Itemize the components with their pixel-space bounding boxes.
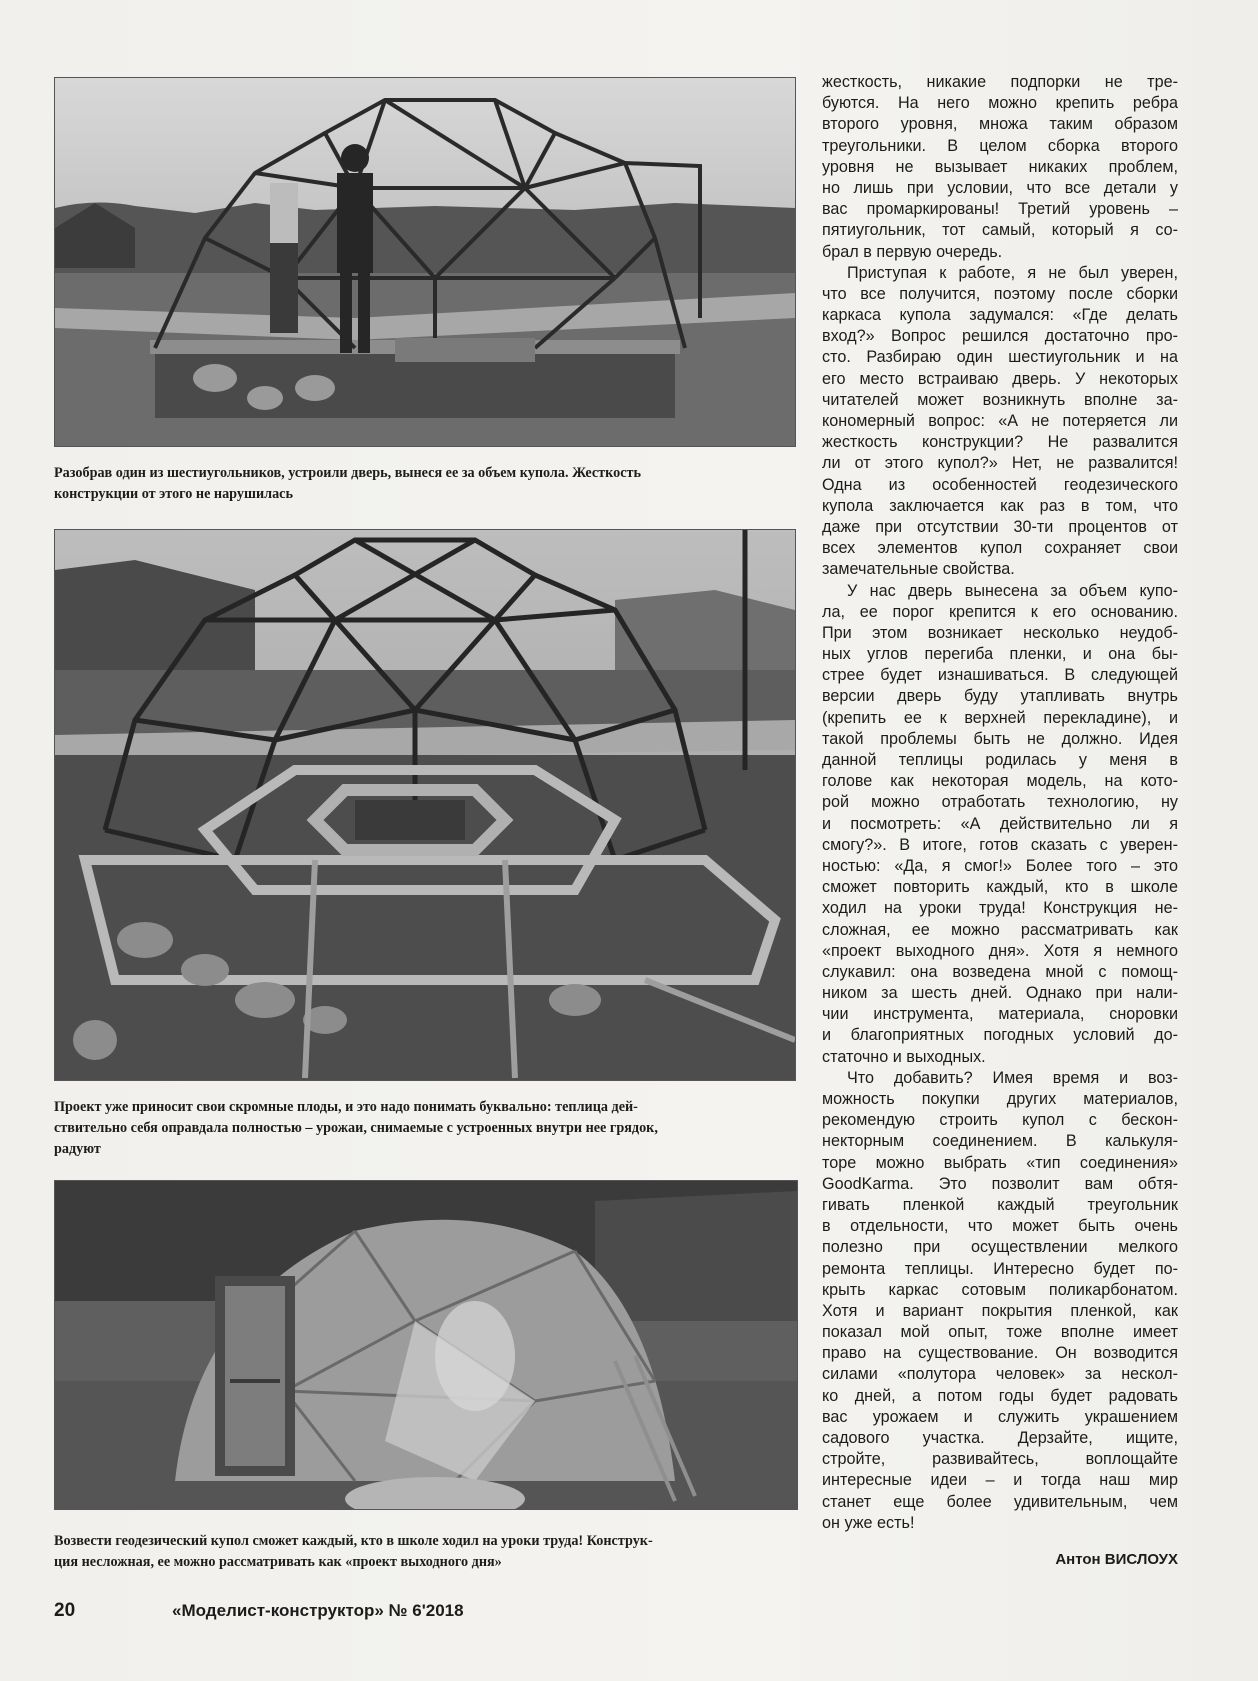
article-line: его место встраиваю дверь. У некоторых bbox=[822, 369, 1178, 388]
photo-dome-frame-door-image bbox=[55, 78, 795, 446]
article-line: «проект выходного дня». Хотя я немного bbox=[822, 941, 1178, 960]
article-line: можность покупки других материалов, bbox=[822, 1090, 1178, 1108]
article-line: интересные идеи – и тогда наш мир bbox=[822, 1471, 1178, 1490]
article-line: даже при отсутствии 30-ти процентов от bbox=[822, 517, 1178, 536]
article-line: ходил на уроки труда! Конструкция не- bbox=[822, 899, 1178, 918]
article-line: У нас дверь вынесена за объем купо- bbox=[847, 581, 1178, 600]
caption-line: ствительно себя оправдала полностью – урожаи, снимаемые с устроенных внутри нее грядок, bbox=[54, 1120, 658, 1136]
photo-dome-frame-door bbox=[54, 77, 796, 447]
article-line: всех элементов купол сохраняет свои bbox=[822, 539, 1178, 558]
caption-line: радуют bbox=[54, 1141, 101, 1157]
article-line: статочно и выходных. bbox=[822, 1047, 986, 1066]
article-line: слукавил: она возведена мной с помощ- bbox=[822, 962, 1178, 981]
article-line: стройте, развивайтесь, воплощайте bbox=[822, 1450, 1178, 1469]
article-line: уровня не вызывает никаких проблем, bbox=[822, 157, 1178, 176]
caption-photo-3 bbox=[54, 1531, 796, 1573]
article-line: ником за шесть дней. Однако при нали- bbox=[822, 984, 1178, 1003]
article-author: Антон ВИСЛОУХ bbox=[1055, 1551, 1178, 1568]
article-line: ли от этого купол?» Нет, не развалится! bbox=[822, 454, 1178, 473]
article-line: смогу?». В итоге, готов сказать с уверен- bbox=[822, 835, 1178, 854]
article-line: но лишь при условии, что все детали у bbox=[822, 178, 1178, 197]
article-line: жесткость конструкции? Не развалится bbox=[822, 433, 1178, 452]
article-line: чии инструмента, материала, сноровки bbox=[822, 1005, 1178, 1024]
article-line: садового участка. Дерзайте, ищите, bbox=[822, 1429, 1178, 1447]
article-line: ла, ее порог крепится к его основанию. bbox=[822, 602, 1178, 621]
article-line: GoodKarma. Это позволит вам обтя- bbox=[822, 1174, 1178, 1193]
article-line: версии дверь буду утапливать внутрь bbox=[822, 687, 1178, 706]
article-line: жесткость, никакие подпорки не тре- bbox=[822, 73, 1178, 91]
article-line: крыть каркас сотовым поликарбонатом. bbox=[822, 1280, 1178, 1299]
article-line: станет еще более удивительным, чем bbox=[822, 1492, 1178, 1511]
article-line: голове как некоторая модель, на кото- bbox=[822, 772, 1178, 791]
article-line: ных углов перегиба пленки, и она бы- bbox=[822, 645, 1178, 664]
article-line: рекомендую строить купол с бескон- bbox=[822, 1111, 1178, 1130]
article-line: ко дней, а потом годы будет радовать bbox=[822, 1386, 1178, 1405]
article-line: Что добавить? Имея время и воз- bbox=[847, 1068, 1178, 1087]
photo-dome-covered-image bbox=[55, 1181, 797, 1509]
article-line: брал в первую очередь. bbox=[822, 242, 1003, 261]
article-line: торе можно выбрать «тип соединения» bbox=[822, 1153, 1178, 1172]
article-line: ремонта теплицы. Интересно будет по- bbox=[822, 1259, 1178, 1278]
article-line: право на существование. Он возводится bbox=[822, 1344, 1178, 1363]
article-line: Одна из особенностей геодезического bbox=[822, 475, 1178, 494]
photo-dome-covered bbox=[54, 1180, 798, 1510]
article-line: купола заключается как раз в том, что bbox=[822, 496, 1178, 515]
photo-dome-garden-beds-image bbox=[55, 530, 795, 1080]
article-line: что все получится, поэтому после сборки bbox=[822, 284, 1178, 303]
caption-line: ция несложная, ее можно рассматривать как «проект выходного дня» bbox=[54, 1554, 502, 1570]
photo-dome-garden-beds bbox=[54, 529, 796, 1081]
article-line: Приступая к работе, я не был уверен, bbox=[847, 263, 1178, 282]
caption-photo-1 bbox=[54, 463, 794, 505]
caption-line: Возвести геодезический купол сможет каждый, кто в школе ходил на уроки труда! Конструк- bbox=[54, 1533, 653, 1549]
article-line: сто. Разбираю один шестиугольник и на bbox=[822, 348, 1178, 367]
article-line: вас урожаем и служить украшением bbox=[822, 1407, 1178, 1426]
article-line: полезно при осуществлении мелкого bbox=[822, 1238, 1178, 1257]
article-line: некторным соединением. В калькуля- bbox=[822, 1132, 1178, 1151]
caption-line: конструкции от этого не нарушилась bbox=[54, 486, 293, 502]
caption-line: Разобрав один из шестиугольников, устроили дверь, вынеся ее за объем купола. Жесткость bbox=[54, 465, 641, 481]
article-line: Хотя и вариант покрытия пленкой, как bbox=[822, 1301, 1178, 1320]
article-line: данной теплицы родилась у меня в bbox=[822, 751, 1178, 769]
article-line: буются. На него можно крепить ребра bbox=[822, 94, 1178, 113]
article-line: замечательные свойства. bbox=[822, 560, 1015, 579]
article-line: и посмотреть: «А действительно ли я bbox=[822, 814, 1178, 833]
article-line: треугольники. В целом сборка второго bbox=[822, 136, 1178, 155]
article-line: При этом возникает несколько неудоб- bbox=[822, 623, 1178, 642]
magazine-issue: «Моделист-конструктор» № 6'2018 bbox=[172, 1601, 464, 1620]
article-line: он уже есть! bbox=[822, 1513, 915, 1532]
article-line: каркаса купола задумался: «Где делать bbox=[822, 306, 1178, 325]
article-line: и благоприятных погодных условий до- bbox=[822, 1026, 1178, 1045]
article-line: вас промаркированы! Третий уровень – bbox=[822, 200, 1178, 219]
article-line: стрее будет изнашиваться. В следующей bbox=[822, 666, 1178, 685]
article-line: вход?» Вопрос решился достаточно про- bbox=[822, 327, 1178, 346]
article-line: ностью: «Да, я смог!» Более того – это bbox=[822, 856, 1178, 875]
page-number: 20 bbox=[54, 1600, 76, 1621]
article-line: второго уровня, множа таким образом bbox=[822, 115, 1178, 134]
article-line: сможет повторить каждый, кто в школе bbox=[822, 878, 1178, 897]
article-line: кономерный вопрос: «А не потеряется ли bbox=[822, 412, 1178, 430]
article-line: рой можно отработать технологию, ну bbox=[822, 793, 1178, 812]
article-line: читателей может возникнуть вполне за- bbox=[822, 390, 1178, 409]
caption-line: Проект уже приносит свои скромные плоды, и это надо понимать буквально: теплица дей- bbox=[54, 1099, 638, 1115]
caption-photo-2 bbox=[54, 1097, 796, 1160]
article-line: силами «полутора человек» за нескол- bbox=[822, 1365, 1178, 1384]
article-line: (крепить ее к верхней перекладине), и bbox=[822, 708, 1178, 727]
article-line: показал мой опыт, тоже вполне имеет bbox=[822, 1323, 1178, 1342]
article-line: гивать пленкой каждый треугольник bbox=[822, 1195, 1178, 1214]
article-line: такой проблемы быть не должно. Идея bbox=[822, 729, 1178, 748]
article-line: сложная, ее можно рассматривать как bbox=[822, 920, 1178, 939]
article-line: в отдельности, что может быть очень bbox=[822, 1217, 1178, 1236]
article-line: пятиугольник, тот самый, который я со- bbox=[822, 221, 1178, 240]
article-text-column bbox=[822, 72, 1178, 1534]
